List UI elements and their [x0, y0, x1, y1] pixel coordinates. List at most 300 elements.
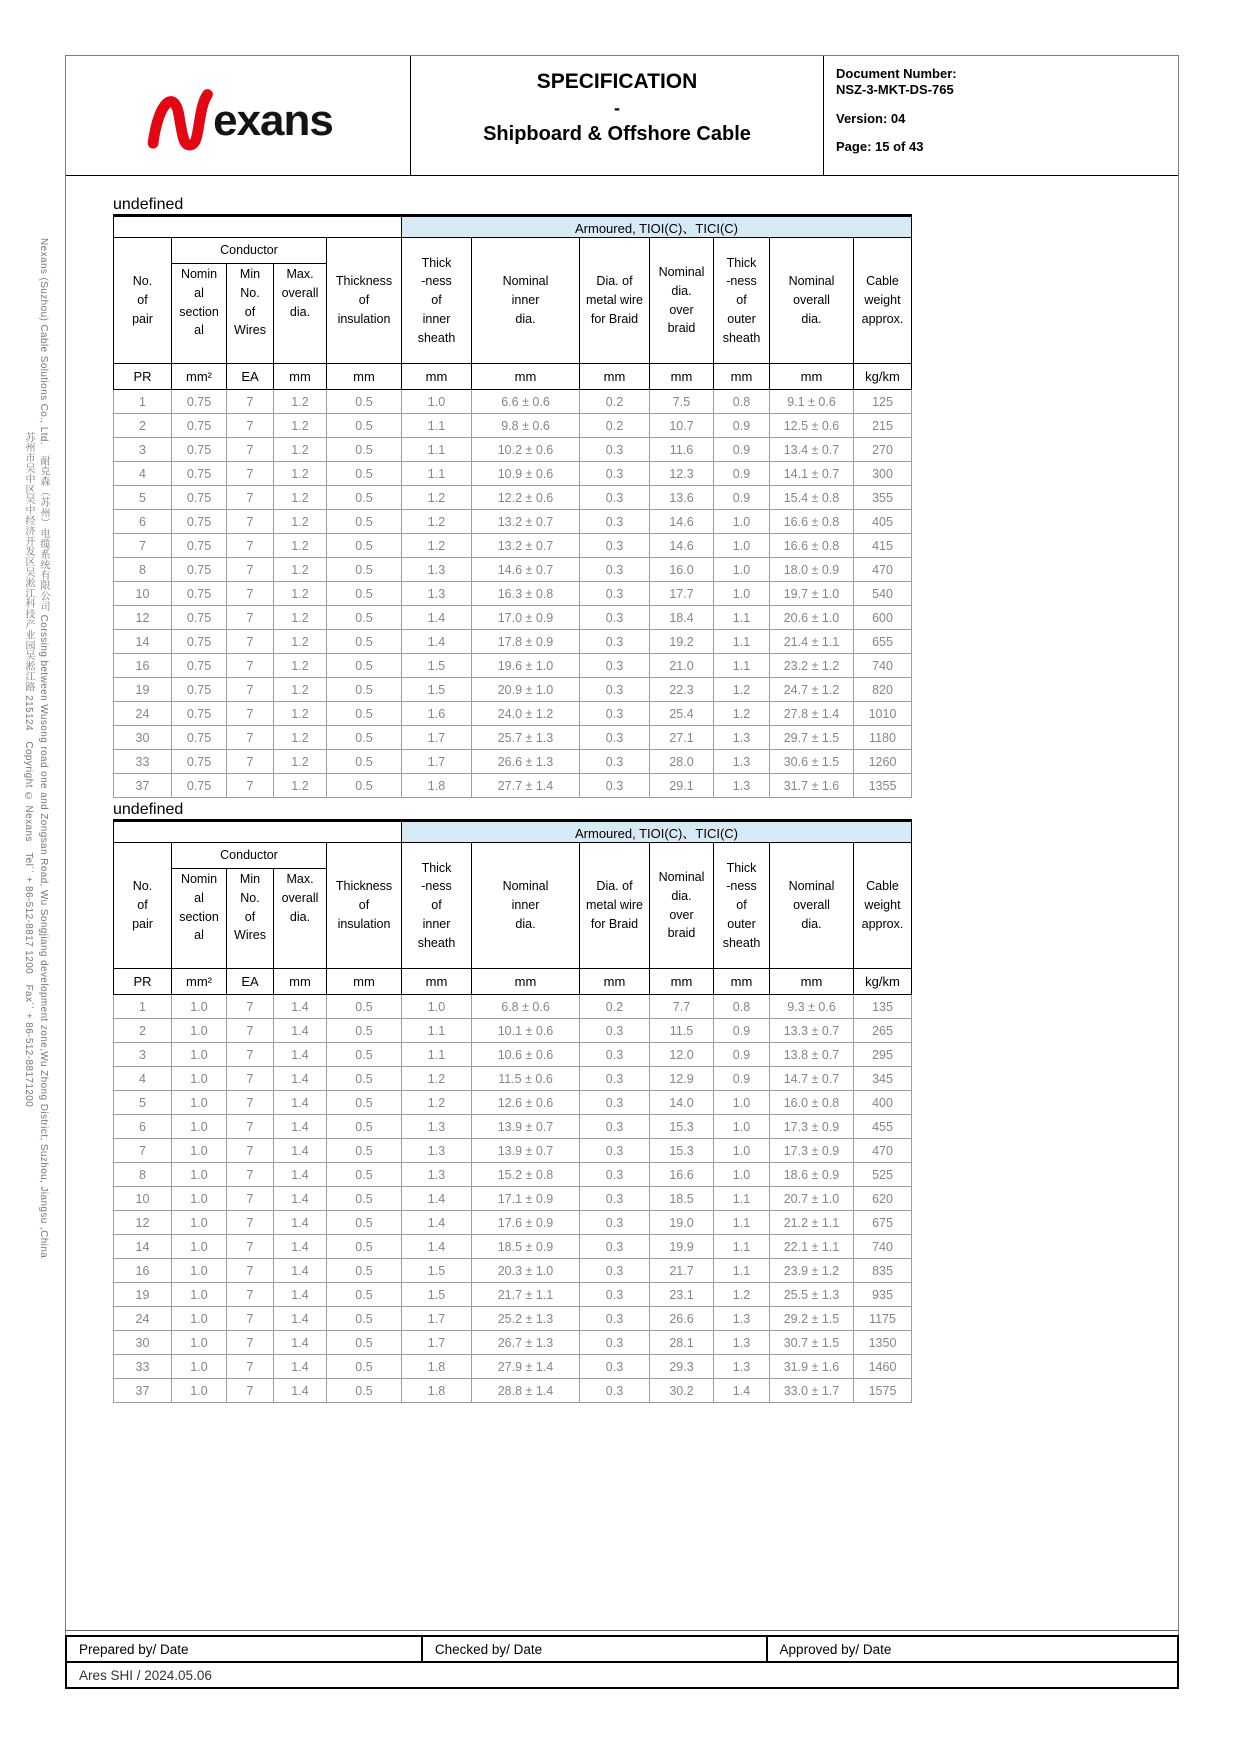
table-cell: 7 — [227, 1067, 274, 1091]
table-row — [114, 1139, 912, 1163]
doc-number-label: Document Number: — [836, 66, 957, 81]
table-cell: 1.0 — [172, 1115, 227, 1139]
table-cell: 37 — [114, 774, 172, 798]
table-cell: 7 — [227, 462, 274, 486]
table-cell: 470 — [854, 558, 912, 582]
table-cell: 37 — [114, 1379, 172, 1403]
table-cell: 1.7 — [402, 1307, 472, 1331]
table-cell: 29.7 ± 1.5 — [770, 726, 854, 750]
table-cell: 0.3 — [580, 654, 650, 678]
table-cell: 0.2 — [580, 390, 650, 414]
table-cell: 24 — [114, 1307, 172, 1331]
table-cell: 25.5 ± 1.3 — [770, 1283, 854, 1307]
table-cell: 1.2 — [274, 486, 327, 510]
table-cell: 7 — [227, 678, 274, 702]
table-cell: 21.7 — [650, 1259, 714, 1283]
table-cell: 21.2 ± 1.1 — [770, 1211, 854, 1235]
col-header-conductor: Conductor — [172, 843, 327, 869]
table-cell: 18.0 ± 0.9 — [770, 558, 854, 582]
table-cell: 7 — [227, 606, 274, 630]
table-cell: 1.1 — [402, 414, 472, 438]
table-cell: 17.7 — [650, 582, 714, 606]
table-cell: 1.3 — [714, 750, 770, 774]
table-cell: 600 — [854, 606, 912, 630]
table-cell: 6.6 ± 0.6 — [472, 390, 580, 414]
table-cell: 1.2 — [274, 774, 327, 798]
table-cell: 3 — [114, 1043, 172, 1067]
col-header-metal-wire: Dia. of metal wire for Braid — [580, 238, 650, 364]
table-cell: 125 — [854, 390, 912, 414]
document-header — [66, 56, 1178, 176]
unit-label: mm — [327, 969, 402, 995]
table-cell: 0.9 — [714, 462, 770, 486]
table-cell: 1.2 — [274, 438, 327, 462]
signature-footer — [65, 1630, 1179, 1689]
table-cell: 0.5 — [327, 1235, 402, 1259]
table-cell: 1.4 — [274, 1283, 327, 1307]
table-cell: 1.0 — [172, 1067, 227, 1091]
table-cell: 1.2 — [274, 702, 327, 726]
table-cell: 1.4 — [274, 1139, 327, 1163]
table-cell: 22.1 ± 1.1 — [770, 1235, 854, 1259]
table-cell: 1.2 — [274, 582, 327, 606]
table-cell: 1.3 — [402, 1139, 472, 1163]
table-cell: 17.3 ± 0.9 — [770, 1115, 854, 1139]
table-row — [114, 654, 912, 678]
table-cell: 13.9 ± 0.7 — [472, 1139, 580, 1163]
table-cell: 6.8 ± 0.6 — [472, 995, 580, 1019]
table-cell: 12.3 — [650, 462, 714, 486]
table-cell: 0.5 — [327, 1115, 402, 1139]
title-dash: - — [614, 98, 620, 118]
col-header-inner-sheath: Thick -ness of inner sheath — [402, 238, 472, 364]
table-cell: 1.0 — [714, 510, 770, 534]
table-row — [114, 1283, 912, 1307]
table-row — [114, 582, 912, 606]
table-cell: 1.1 — [402, 1019, 472, 1043]
table-cell: 0.5 — [327, 1355, 402, 1379]
table-cell: 1.2 — [274, 678, 327, 702]
table-cell: 17.3 ± 0.9 — [770, 1139, 854, 1163]
table-cell: 0.9 — [714, 1067, 770, 1091]
unit-label: PR — [114, 364, 172, 390]
table-cell: 7 — [227, 1019, 274, 1043]
table-row — [114, 995, 912, 1019]
table-cell: 1.3 — [714, 726, 770, 750]
table-cell: 14.6 — [650, 510, 714, 534]
table-cell: 16 — [114, 654, 172, 678]
unit-label: mm — [714, 364, 770, 390]
table-cell: 5 — [114, 486, 172, 510]
document-info-cell — [824, 56, 1178, 175]
table-cell: 1.4 — [714, 1379, 770, 1403]
table-row — [114, 750, 912, 774]
table-cell: 415 — [854, 534, 912, 558]
table-cell: 0.75 — [172, 462, 227, 486]
table-cell: 19 — [114, 1283, 172, 1307]
table-cell: 7 — [227, 510, 274, 534]
table-cell: 7 — [227, 1139, 274, 1163]
table-cell: 7 — [227, 1091, 274, 1115]
col-header-inner-dia: Nominal inner dia. — [472, 238, 580, 364]
table-cell: 11.5 — [650, 1019, 714, 1043]
table-cell: 1.0 — [172, 1211, 227, 1235]
table-cell: 12.6 ± 0.6 — [472, 1091, 580, 1115]
table-cell: 1.2 — [402, 486, 472, 510]
table-cell: 0.3 — [580, 1019, 650, 1043]
table-cell: 11.6 — [650, 438, 714, 462]
table-cell: 1.5 — [402, 654, 472, 678]
table-cell: 1.4 — [274, 1259, 327, 1283]
table-cell: 0.75 — [172, 702, 227, 726]
table-cell: 24 — [114, 702, 172, 726]
table-cell: 4 — [114, 462, 172, 486]
table-cell: 1175 — [854, 1307, 912, 1331]
table-cell: 10 — [114, 582, 172, 606]
table-cell: 1260 — [854, 750, 912, 774]
unit-label: mm — [472, 364, 580, 390]
table-cell: 17.0 ± 0.9 — [472, 606, 580, 630]
table-cell: 19.7 ± 1.0 — [770, 582, 854, 606]
table-cell: 13.4 ± 0.7 — [770, 438, 854, 462]
table-cell: 1.8 — [402, 1355, 472, 1379]
table-cell: 1.0 — [714, 582, 770, 606]
table-cell: 19.2 — [650, 630, 714, 654]
table-cell: 0.5 — [327, 995, 402, 1019]
table-cell: 835 — [854, 1259, 912, 1283]
doc-version: Version: 04 — [836, 110, 906, 126]
title-cell — [411, 56, 824, 175]
table-cell: 7.5 — [650, 390, 714, 414]
table-cell: 295 — [854, 1043, 912, 1067]
table-cell: 7 — [114, 1139, 172, 1163]
table-cell: 14.7 ± 0.7 — [770, 1067, 854, 1091]
table-cell: 1.0 — [714, 1163, 770, 1187]
spec-table — [113, 214, 912, 798]
table-cell: 31.9 ± 1.6 — [770, 1355, 854, 1379]
table-cell: 0.75 — [172, 486, 227, 510]
table-row — [114, 774, 912, 798]
table-cell: 0.5 — [327, 654, 402, 678]
table-cell: 15.2 ± 0.8 — [472, 1163, 580, 1187]
table-cell: 1.4 — [274, 1379, 327, 1403]
table-cell: 7 — [227, 750, 274, 774]
table-cell: 0.5 — [327, 534, 402, 558]
table-cell: 0.3 — [580, 1091, 650, 1115]
table-cell: 1.4 — [274, 1091, 327, 1115]
table-cell: 7 — [227, 1331, 274, 1355]
spec-table — [113, 819, 912, 1403]
table-cell: 1.4 — [402, 1235, 472, 1259]
table-cell: 1.4 — [274, 1331, 327, 1355]
table-cell: 0.3 — [580, 462, 650, 486]
table-cell: 0.3 — [580, 750, 650, 774]
table-cell: 265 — [854, 1019, 912, 1043]
table-cell: 11.5 ± 0.6 — [472, 1067, 580, 1091]
table-cell: 29.2 ± 1.5 — [770, 1307, 854, 1331]
table-cell: 7 — [227, 390, 274, 414]
table-cell: 0.9 — [714, 1043, 770, 1067]
table-cell: 14.1 ± 0.7 — [770, 462, 854, 486]
table-cell: 17.8 ± 0.9 — [472, 630, 580, 654]
table-cell: 0.75 — [172, 774, 227, 798]
table-cell: 7 — [227, 1115, 274, 1139]
table-cell: 135 — [854, 995, 912, 1019]
table-cell: 1.3 — [402, 1115, 472, 1139]
table-cell: 1.0 — [172, 1283, 227, 1307]
unit-label: mm — [274, 364, 327, 390]
table-cell: 0.5 — [327, 1307, 402, 1331]
table-row — [114, 1331, 912, 1355]
col-header-overall-dia: Nominal overall dia. — [770, 238, 854, 364]
table-cell: 1.0 — [172, 1091, 227, 1115]
table-cell: 1.0 — [172, 1379, 227, 1403]
col-header-cable-weight: Cable weight approx. — [854, 238, 912, 364]
table-cell: 1.7 — [402, 1331, 472, 1355]
table-cell: 33.0 ± 1.7 — [770, 1379, 854, 1403]
table-cell: 31.7 ± 1.6 — [770, 774, 854, 798]
table-cell: 1.4 — [274, 1307, 327, 1331]
table-cell: 0.3 — [580, 630, 650, 654]
table-cell: 1.2 — [402, 1091, 472, 1115]
unit-label: EA — [227, 969, 274, 995]
table-cell: 16.6 ± 0.8 — [770, 534, 854, 558]
table-cell: 1.2 — [274, 606, 327, 630]
footer-table — [65, 1635, 1179, 1689]
table-row — [114, 534, 912, 558]
table-cell: 0.3 — [580, 510, 650, 534]
table-cell: 1.1 — [714, 1211, 770, 1235]
table-cell: 1.2 — [714, 678, 770, 702]
col-header-conductor: Conductor — [172, 238, 327, 264]
table-cell: 0.3 — [580, 1211, 650, 1235]
col-header-over-braid: Nominal dia. over braid — [650, 238, 714, 364]
table-cell: 0.75 — [172, 558, 227, 582]
table-cell: 0.5 — [327, 1283, 402, 1307]
table-cell: 0.3 — [580, 1283, 650, 1307]
table-cell: 655 — [854, 630, 912, 654]
band-spacer — [114, 821, 402, 843]
table-cell: 13.6 — [650, 486, 714, 510]
table-cell: 0.8 — [714, 995, 770, 1019]
table-cell: 1.3 — [402, 1163, 472, 1187]
unit-label: mm — [472, 969, 580, 995]
table-cell: 0.3 — [580, 702, 650, 726]
table-cell: 1.4 — [274, 1019, 327, 1043]
table-cell: 0.5 — [327, 1067, 402, 1091]
spec-table-10mm2: undefined Armoured, TIOI(C)、TICI(C) No. of pair Conductor Thickness of insulation Thick -ness of inner sheath Nominal inner dia. Dia. of metal wire for Braid Nominal dia. over braid Thick -ness of outer sheath Nominal overall dia. Cable weight approx. Nomin al section al Min No. of Wires Max. overall dia. PR mm² EA mm mm mm mm mm mm mm mm kg/km 1 1.0 7 1.4 0.5 1.0 6.8 ± 0.6 0.2 7.7 0.8 9.3 ± 0.6 135 2 1.0 7 1.4 0.5 1.1 10.1 ± 0.6 0.3 11.5 0.9 13.3 ± 0.7 265 3 1.0 7 1.4 0.5 1.1 10.6 ± 0.6 0.3 12.0 0.9 13.8 ± 0.7 295 4 1.0 7 1.4 0.5 1.2 11.5 ± 0.6 0.3 12.9 0.9 14.7 ± 0.7 345 5 1.0 7 1.4 0.5 1.2 12.6 ± 0.6 0.3 14.0 1.0 16.0 ± 0.8 400 6 1.0 7 1.4 0.5 1.3 13.9 ± 0.7 0.3 15.3 1.0 17.3 ± 0.9 455 7 1.0 7 1.4 0.5 1.3 13.9 ± 0.7 0.3 15.3 1.0 17.3 ± 0.9 470 8 1.0 7 1.4 0.5 1.3 15.2 ± 0.8 0.3 16.6 1.0 18.6 ± 0.9 525 10 1.0 7 1.4 0.5 1.4 17.1 ± 0.9 0.3 18.5 1.1 20.7 ± 1.0 620 12 1.0 7 1.4 0.5 1.4 17.6 ± 0.9 0.3 19.0 1.1 21.2 ± 1.1 675 14 1.0 7 1.4 0.5 1.4 18.5 ± 0.9 0.3 19.9 1.1 22.1 ± 1.1 740 16 1.0 7 1.4 0.5 1.5 20.3 ± 1.0 0.3 21.7 1.1 23.9 ± 1.2 835 19 1.0 7 1.4 0.5 1.5 21.7 ± 1.1 0.3 23.1 1.2 25.5 ± 1.3 935 24 1.0 7 1.4 0.5 1.7 25.2 ± 1.3 0.3 26.6 1.3 29.2 ± 1.5 1175 30 1.0 7 1.4 0.5 1.7 26.7 ± 1.3 0.3 28.1 1.3 30.7 ± 1.5 1350 33 1.0 7 1.4 0.5 1.8 27.9 ± 1.4 0.3 29.3 1.3 31.9 ± 1.6 1460 37 1.0 7 1.4 0.5 1.8 28.8 ± 1.4 0.3 30.2 1.4 33.0 ± 1.7 1575 — [113, 801, 912, 1403]
table-row — [114, 486, 912, 510]
table-cell: 1.3 — [714, 1307, 770, 1331]
table-cell: 0.5 — [327, 1139, 402, 1163]
col-subheader-conductor-1: Min No. of Wires — [227, 264, 274, 364]
table-cell: 2 — [114, 1019, 172, 1043]
table-cell: 1.2 — [274, 534, 327, 558]
column-header-row — [114, 843, 912, 869]
table-cell: 1.2 — [714, 702, 770, 726]
table-cell: 0.5 — [327, 702, 402, 726]
table-cell: 0.5 — [327, 462, 402, 486]
table-cell: 1.2 — [714, 1283, 770, 1307]
table-cell: 1.5 — [402, 1259, 472, 1283]
col-header-insulation: Thickness of insulation — [327, 238, 402, 364]
table-cell: 15.3 — [650, 1139, 714, 1163]
table-cell: 0.5 — [327, 726, 402, 750]
page-title: SPECIFICATION — [536, 70, 698, 93]
table-cell: 1.5 — [402, 1283, 472, 1307]
table-cell: 0.75 — [172, 510, 227, 534]
table-cell: 1.2 — [402, 510, 472, 534]
table-cell: 1.1 — [714, 1187, 770, 1211]
table-row — [114, 678, 912, 702]
table-row — [114, 1187, 912, 1211]
table-cell: 13.2 ± 0.7 — [472, 534, 580, 558]
table-cell: 0.3 — [580, 1067, 650, 1091]
table-row — [114, 702, 912, 726]
table-cell: 4 — [114, 1067, 172, 1091]
table-cell: 0.3 — [580, 486, 650, 510]
table-cell: 7 — [227, 1379, 274, 1403]
table-cell: 13.8 ± 0.7 — [770, 1043, 854, 1067]
table-cell: 0.5 — [327, 486, 402, 510]
table-cell: 30.7 ± 1.5 — [770, 1331, 854, 1355]
table-cell: 1.3 — [402, 582, 472, 606]
table-cell: 1.2 — [274, 726, 327, 750]
table-cell: 7 — [227, 654, 274, 678]
table-cell: 0.3 — [580, 726, 650, 750]
table-cell: 1.1 — [402, 438, 472, 462]
table-cell: 12.2 ± 0.6 — [472, 486, 580, 510]
table-cell: 1 — [114, 995, 172, 1019]
table-cell: 0.5 — [327, 1187, 402, 1211]
table-cell: 33 — [114, 750, 172, 774]
table-cell: 1.4 — [274, 1211, 327, 1235]
table-cell: 15.4 ± 0.8 — [770, 486, 854, 510]
table-cell: 30.2 — [650, 1379, 714, 1403]
table-cell: 1.4 — [274, 1235, 327, 1259]
table-cell: 0.5 — [327, 1091, 402, 1115]
table-cell: 0.3 — [580, 438, 650, 462]
table-cell: 1.8 — [402, 774, 472, 798]
armoured-band-label: Armoured, TIOI(C)、TICI(C) — [402, 821, 912, 843]
table-cell: 540 — [854, 582, 912, 606]
table-cell: 13.3 ± 0.7 — [770, 1019, 854, 1043]
unit-label: EA — [227, 364, 274, 390]
doc-number-value: NSZ-3-MKT-DS-765 — [836, 82, 954, 98]
table-cell: 1.0 — [402, 390, 472, 414]
table-cell: 7 — [227, 774, 274, 798]
table-cell: 1.0 — [714, 534, 770, 558]
table-cell: 27.1 — [650, 726, 714, 750]
col-subheader-conductor-0: Nomin al section al — [172, 264, 227, 364]
table-cell: 30 — [114, 726, 172, 750]
table-cell: 1575 — [854, 1379, 912, 1403]
table-cell: 29.1 — [650, 774, 714, 798]
table-cell: 0.75 — [172, 750, 227, 774]
table-cell: 18.5 ± 0.9 — [472, 1235, 580, 1259]
table-cell: 1.0 — [714, 1115, 770, 1139]
table-cell: 1.4 — [402, 1187, 472, 1211]
table-cell: 1.4 — [402, 1211, 472, 1235]
table-cell: 0.3 — [580, 1331, 650, 1355]
table-cell: 10 — [114, 1187, 172, 1211]
table-cell: 1.3 — [714, 774, 770, 798]
table-cell: 1.4 — [274, 1067, 327, 1091]
table-cell: 7 — [227, 1187, 274, 1211]
table-cell: 14.6 ± 0.7 — [472, 558, 580, 582]
table-cell: 12 — [114, 606, 172, 630]
table-cell: 1.2 — [402, 1067, 472, 1091]
table-cell: 1.1 — [714, 630, 770, 654]
table-cell: 20.9 ± 1.0 — [472, 678, 580, 702]
table-cell: 24.0 ± 1.2 — [472, 702, 580, 726]
table-cell: 18.6 ± 0.9 — [770, 1163, 854, 1187]
unit-label: mm — [402, 364, 472, 390]
table-cell: 9.3 ± 0.6 — [770, 995, 854, 1019]
table-cell: 0.3 — [580, 774, 650, 798]
band-spacer — [114, 216, 402, 238]
table-cell: 3 — [114, 438, 172, 462]
footer-header-row — [66, 1636, 1178, 1662]
table-cell: 405 — [854, 510, 912, 534]
table-cell: 1.1 — [402, 1043, 472, 1067]
table-cell: 27.8 ± 1.4 — [770, 702, 854, 726]
table-cell: 7 — [227, 702, 274, 726]
table-cell: 23.9 ± 1.2 — [770, 1259, 854, 1283]
table-cell: 0.9 — [714, 438, 770, 462]
table-cell: 7.7 — [650, 995, 714, 1019]
table-cell: 7 — [227, 630, 274, 654]
table-cell: 25.4 — [650, 702, 714, 726]
table-cell: 0.3 — [580, 1163, 650, 1187]
armoured-band-row — [114, 216, 912, 238]
table-cell: 0.3 — [580, 582, 650, 606]
table-cell: 0.75 — [172, 606, 227, 630]
table-cell: 0.75 — [172, 438, 227, 462]
table-cell: 25.7 ± 1.3 — [472, 726, 580, 750]
unit-label: mm² — [172, 969, 227, 995]
unit-label: mm — [580, 969, 650, 995]
table-cell: 30.6 ± 1.5 — [770, 750, 854, 774]
table-cell: 0.75 — [172, 534, 227, 558]
table-cell: 1.2 — [274, 654, 327, 678]
table-cell: 0.3 — [580, 1307, 650, 1331]
table-cell: 1.7 — [402, 750, 472, 774]
table-cell: 1.0 — [172, 1139, 227, 1163]
table-cell: 17.1 ± 0.9 — [472, 1187, 580, 1211]
approved-by-label: Approved by/ Date — [767, 1636, 1178, 1662]
table-row — [114, 438, 912, 462]
table-cell: 300 — [854, 462, 912, 486]
table-cell: 0.5 — [327, 414, 402, 438]
table-cell: 0.3 — [580, 1235, 650, 1259]
table-cell: 0.75 — [172, 726, 227, 750]
table-row — [114, 558, 912, 582]
armoured-band-label: Armoured, TIOI(C)、TICI(C) — [402, 216, 912, 238]
table-cell: 7 — [227, 1043, 274, 1067]
table-cell: 7 — [227, 582, 274, 606]
table-row — [114, 1091, 912, 1115]
table-cell: 12.9 — [650, 1067, 714, 1091]
table-row — [114, 1163, 912, 1187]
table-cell: 12 — [114, 1211, 172, 1235]
table-cell: 455 — [854, 1115, 912, 1139]
table-cell: 1.2 — [274, 390, 327, 414]
table-cell: 1.8 — [402, 1379, 472, 1403]
doc-page-info: Page: 15 of 43 — [836, 138, 924, 154]
table-cell: 17.6 ± 0.9 — [472, 1211, 580, 1235]
table-cell: 1010 — [854, 702, 912, 726]
